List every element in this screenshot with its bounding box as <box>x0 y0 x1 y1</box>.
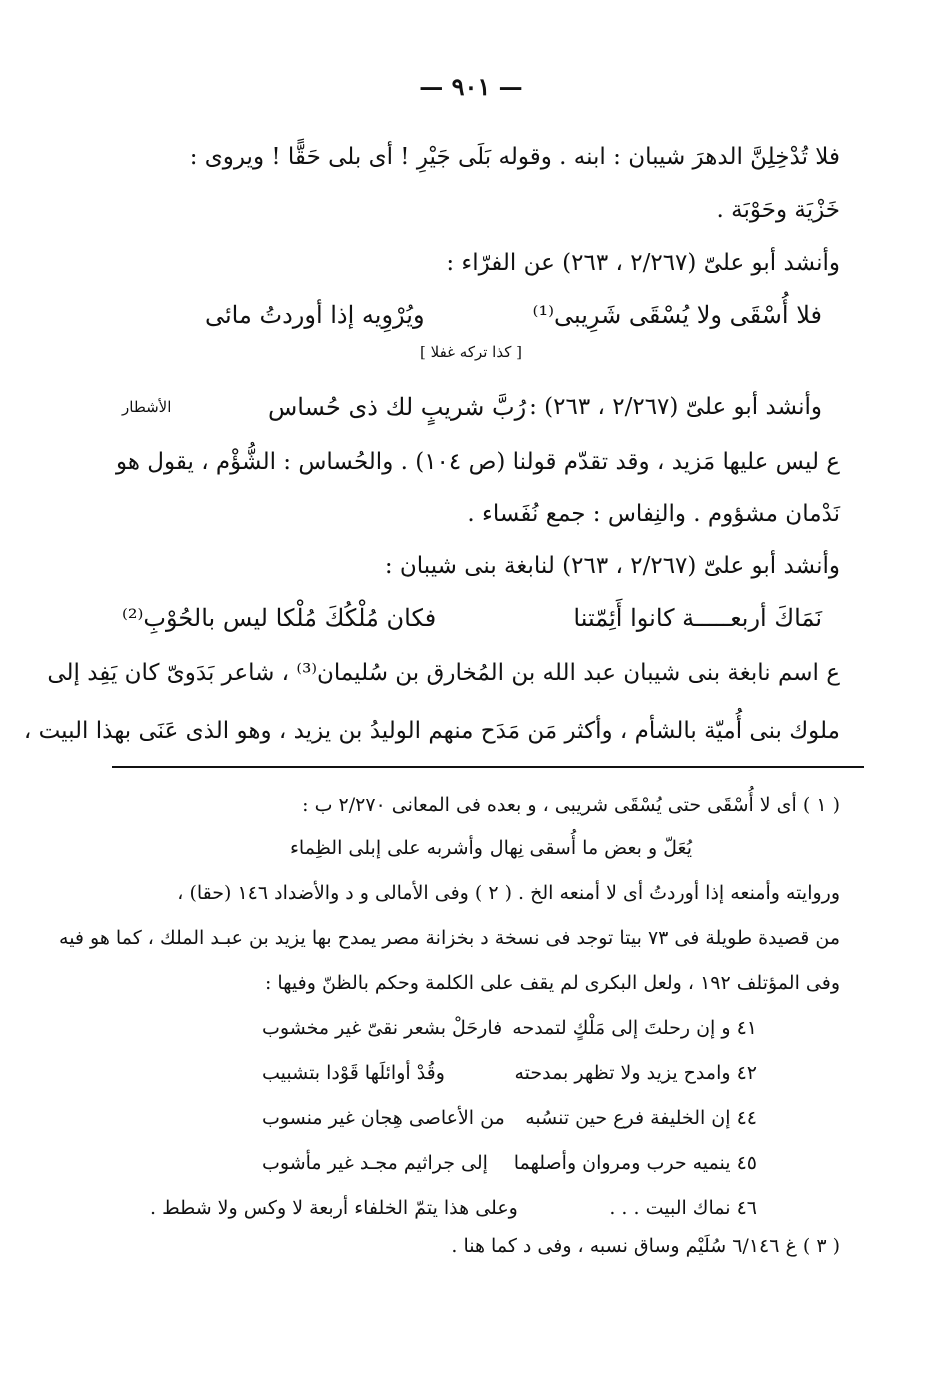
footnote-2-line-2: من قصيدة طويلة فى ٧٣ بيتا توجد فى نسخة د بخزانة مصر يمدح بها يزيد بن عبـد الملك ، كما هو فيه <box>59 927 840 949</box>
footnote-verse-46-second: وعلى هذا يتمّ الخلفاء أربعة لا وكس ولا شطط . <box>150 1197 518 1219</box>
verse-1-first-hemistich: فلا أُسْقَى ولا يُسْقَى شَرِيبى⁽¹⁾ <box>532 301 822 329</box>
main-line-7: نَدْمان مشؤوم . والنِفاس : جمع نُفَساء . <box>467 501 840 527</box>
editor-bracket-note: [ كذا تركه غفلا ] <box>420 343 522 361</box>
footnote-1-line-1: ( ١ ) أى لا أُسْقَى حتى يُسْقَى شريبى ، و بعده فى المعانى ٢/٢٧٠ ب : <box>302 794 840 816</box>
main-line-11: ملوك بنى أُميّة بالشأم ، وأكثر مَن مَدَح منهم الوليدُ بن يزيد ، وهو الذى عَنَى بهذا البيت ، <box>23 718 840 744</box>
footnote-verse-44-second: من الأعاصى هِجان غير منسوب <box>262 1107 505 1129</box>
main-line-1: فلا تُدْخِلِنَّ الدهرَ شيبان : ابنه . وقوله بَلَى جَيْرِ ! أى بلى حَقًّا ! ويروى : <box>189 144 840 170</box>
line-5-verse: رُبَّ شريبٍ لك ذى حُساس <box>268 393 527 421</box>
main-line-5: وأنشد أبو علىّ (٢/٢٦٧ ، ٢٦٣) : <box>529 394 822 420</box>
footnote-verse-45-second: إلى جراثيم مجـد غير مأشوب <box>262 1152 488 1174</box>
verse-1-second-hemistich: ويُرْوِيه إذا أوردتُ مائى <box>205 301 425 329</box>
footnote-2-line-3: وفى المؤتلف ١٩٢ ، ولعل البكرى لم يقف على الكلمة وحكم بالظنّ وفيها : <box>264 972 840 994</box>
footnote-verse-42-first: ٤٢ وامدح يزيد ولا تظهر بمدحته <box>514 1062 757 1084</box>
footnote-verse-44-first: ٤٤ إن الخليفة فرع حين تنسُبه <box>525 1107 757 1129</box>
footnote-verse-41-second: فارحَلْ بشعر نقىّ غير مخشوب <box>262 1017 503 1039</box>
footnote-1-verse-second: وأشربه على إبلى الظِماء <box>290 837 483 859</box>
main-line-10: ع اسم نابغة بنى شيبان عبد الله بن المُخارق بن سُليمان⁽³⁾ ، شاعر بَدَوىّ كان يَفِد إلى <box>47 660 840 686</box>
footnote-verse-45-first: ٤٥ ينميه حرب ومروان وأصلهما <box>513 1152 757 1174</box>
footnote-1-verse-first: يُعَلّ و بعض ما أُسقى نِهال <box>489 837 692 859</box>
main-line-8: وأنشد أبو علىّ (٢/٢٦٧ ، ٢٦٣) لنابغة بنى شيبان : <box>384 553 840 579</box>
verse-2-first-hemistich: نَمَاكَ أربعـــــة كانوا أَئِمّتنا <box>573 604 822 632</box>
main-line-3: وأنشد أبو علىّ (٢/٢٦٧ ، ٢٦٣) عن الفرّاء : <box>446 250 840 276</box>
footnote-3: ( ٣ ) غ ٦/١٤٦ سُلَيْم وساق نسبه ، وفى د كما هنا . <box>451 1235 840 1257</box>
footnote-1-line-3: وروايته وأمنعه إذا أوردتُ أى لا أمنعه الخ . ( ٢ ) وفى الأمالى و د والأضداد ١٤٦ (حقا) ، <box>177 882 840 904</box>
footnote-verse-42-second: وقُدْ أوائلَها قَوْدا بتشبيب <box>262 1062 445 1084</box>
verse-2-second-hemistich: فكان مُلْكُكَ مُلْكا ليس بالحُوْبِ⁽²⁾ <box>122 604 437 632</box>
footnote-separator <box>112 766 864 768</box>
main-line-6: ع ليس عليها مَزيد ، وقد تقدّم قولنا (ص ١٠٤) . والحُساس : الشُّؤْم ، يقول هو <box>115 449 840 475</box>
footnote-verse-41-first: ٤١ و إن رحلتَ إلى مَلْكٍ لتمدحه <box>512 1017 757 1039</box>
margin-note: الأشطار <box>122 398 172 416</box>
page-number: — ٩٠١ — <box>419 72 523 101</box>
main-line-2: خَزْيَة وحَوْبَة . <box>716 197 840 223</box>
footnote-verse-46-first: ٤٦ نماك البيت . . . <box>609 1197 757 1219</box>
